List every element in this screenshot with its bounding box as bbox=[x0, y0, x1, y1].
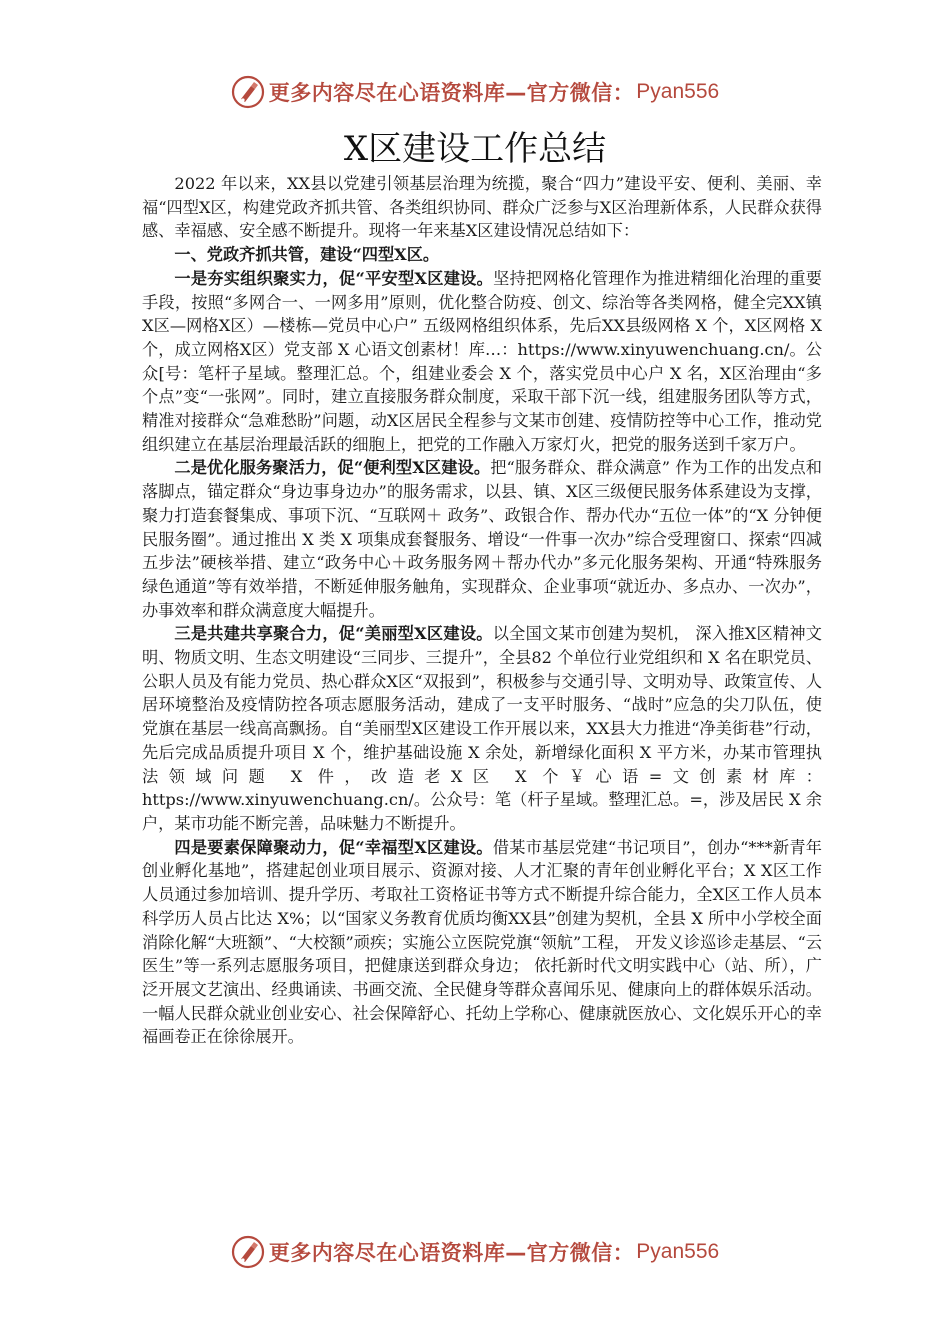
banner-wechat-account: Pyan556 bbox=[636, 80, 720, 103]
paragraph-text: 借某市基层党建“书记项目”，创办“***新青年创业孵化基地”，搭建起创业项目展示、资源对接、人才汇聚的青年创业孵化平台；X X区工作人员通过参加培训、提升学历、考取社工资格证书等方式不断提升综合能力，全X区工作人员本科学历人员占比达 X%；以“国家义务教育优质均衡XX县”创建为契机，全县 X 所中小学校全面消除化解“大班额”、“大校额”顽疾；实施公立医院党旗“领航”工程， 开发义诊巡诊走基层、“云医生”等一系列志愿服务项目，把健康送到群众身边； 依托新时代文明实践中心（站、所），广泛开展文艺演出、经典诵读、书画交流、全民健身等群众喜闻乐见、健康向上的群体娱乐活动。一幅人民群众就业创业安心、社会保障舒心、托幼上学称心、健康就医放心、文化娱乐开心的幸福画卷正在徐徐展开。 bbox=[142, 837, 822, 1047]
paragraph-1 bbox=[142, 267, 822, 457]
paragraph-text: 以全国文某市创建为契机， 深入推X区精神文明、物质文明、生态文明建设“三同步、三提升”，全县82 个单位行业党组织和 X 名在职党员、公职人员及有能力党员、热心群众X区“双报到”，积极参与交通引导、文明劝导、政策宣传、人居环境整治及疫情防控各项志愿服务活动，建成了一支平时服务、“战时”应急的尖刀队伍，使党旗在基层一线高高飘扬。自“美丽型X区建设工作开展以来，XX县大力推进“净美街巷”行动，先后完成品质提升项目 X 个，维护基础设施 X 余处，新增绿化面积 X 平方米，办某市管理执法领域问题 X 件，改造老X区 X 个￥心语=文创素材库：https://www.xinyuwenchuang.cn/。公众号：笔（杆子星域。整理汇总。=，涉及居民 X 余户，某市功能不断完善，品味魅力不断提升。 bbox=[142, 624, 822, 833]
fountain-pen-seal-icon bbox=[231, 75, 265, 109]
banner-wechat-account: Pyan556 bbox=[636, 1240, 720, 1263]
header-watermark-banner bbox=[0, 72, 950, 112]
paragraph-text: 坚持把网格化管理作为推进精细化治理的重要手段，按照“多网合一、一网多用”原则，优化整合防疫、创文、综治等各类网格，健全完XX镇X区—网格X区）—楼栋—党员中心户” 五级网格组织体系，先后XX县级网格 X 个，X区网格 X 个，成立网格X区）党支部 X 心语文创素材！库…：https://www.xinyuwenchuang.cn/。公众[号：笔杆子星域。整理汇总。个，组建业委会 X 个，落实党员中心户 X 名，X区治理由“多个点”变“一张网”。同时，建立直接服务群众制度，采取干部下沉一线，组建服务团队等方式，精准对接群众“急难愁盼”问题，动X区居民全程参与文某市创建、疫情防控等中心工作，推动党组织建立在基层治理最活跃的细胞上，把党的工作融入万家灯火，把党的服务送到千家万户。 bbox=[142, 268, 822, 454]
section-heading: 一、党政齐抓共管，建设“四型X区。 bbox=[174, 245, 440, 265]
paragraph-4 bbox=[142, 836, 822, 1049]
document-title: X区建设工作总结 bbox=[343, 129, 607, 169]
paragraph-2 bbox=[142, 456, 822, 622]
paragraph-lead: 四是要素保障聚动力，促“幸福型X区建设。 bbox=[174, 837, 493, 857]
paragraph-lead: 一是夯实组织聚实力，促“平安型X区建设。 bbox=[174, 268, 494, 288]
document-body bbox=[142, 172, 822, 1049]
paragraph-3 bbox=[142, 622, 822, 835]
footer-watermark-banner bbox=[0, 1232, 950, 1272]
paragraph-text: 把“服务群众、群众满意” 作为工作的出发点和落脚点，锚定群众“身边事身边办”的服务需求，以县、镇、X区三级便民服务体系建设为支撑，聚力打造套餐集成、事项下沉、“互联网＋ 政务”、政银合作、帮办代办“五位一体”的“X 分钟便民服务圈”。通过推出 X 类 X 项集成套餐服务、增设“一件事一次办”综合受理窗口、探索“四减五步法”硬核举措、建立“政务中心＋政务服务网＋帮办代办”多元化服务架构、开通“特殊服务绿色通道”等有效举措，不断延伸服务触角，实现群众、企业事项“就近办、多点办、一次办”，办事效率和群众满意度大幅提升。 bbox=[142, 458, 822, 620]
banner-text: 更多内容尽在心语资料库—官方微信： bbox=[268, 1241, 635, 1265]
intro-paragraph: 2022 年以来，XX县以党建引领基层治理为统揽，聚合“四力”建设平安、便利、美丽、幸福“四型X区，构建党政齐抓共管、各类组织协同、群众广泛参与X区治理新体系，人民群众获得感、幸福感、安全感不断提升。现将一年来基X区建设情况总结如下： bbox=[142, 174, 822, 241]
fountain-pen-seal-icon bbox=[231, 1235, 265, 1269]
paragraph-lead: 二是优化服务聚活力，促“便利型X区建设。 bbox=[174, 458, 491, 478]
paragraph-lead: 三是共建共享聚合力，促“美丽型X区建设。 bbox=[174, 624, 493, 644]
banner-text: 更多内容尽在心语资料库—官方微信： bbox=[268, 81, 635, 105]
